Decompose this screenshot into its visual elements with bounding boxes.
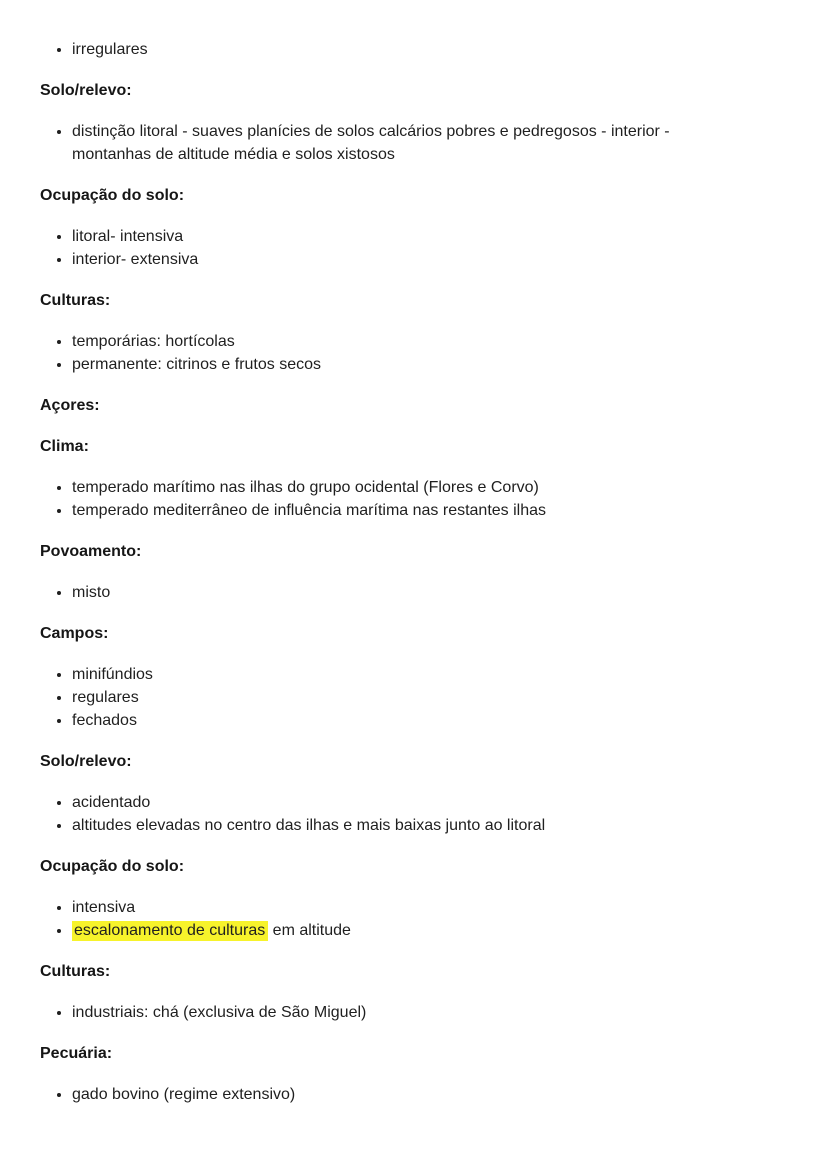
bullet-list	[40, 476, 788, 522]
bullet-list	[40, 663, 788, 732]
list-item-text: minifúndios	[72, 666, 153, 683]
section-heading: Solo/relevo:	[40, 753, 132, 770]
bullet-list	[40, 791, 788, 837]
list-item-text: temperado marítimo nas ilhas do grupo ocidental (Flores e Corvo)	[72, 479, 539, 496]
section-heading: Açores:	[40, 397, 100, 414]
list-item	[72, 686, 732, 709]
list-item	[72, 38, 732, 61]
list-item	[72, 896, 732, 919]
list-item	[72, 791, 732, 814]
section-heading: Ocupação do solo:	[40, 858, 185, 875]
list-item-text: industriais: chá (exclusiva de São Miguel)	[72, 1004, 367, 1021]
list-item-text: em altitude	[268, 922, 351, 939]
list-item-text: gado bovino (regime extensivo)	[72, 1086, 296, 1103]
section-heading: Solo/relevo:	[40, 82, 132, 99]
list-item-text: regulares	[72, 689, 139, 706]
list-item	[72, 476, 732, 499]
list-item	[72, 1083, 732, 1106]
bullet-list	[40, 225, 788, 271]
section-heading: Campos:	[40, 625, 109, 642]
list-item	[72, 353, 732, 376]
list-item-text: interior- extensiva	[72, 251, 199, 268]
list-item-text: irregulares	[72, 41, 148, 58]
section-heading: Ocupação do solo:	[40, 187, 185, 204]
list-item-text: temporárias: hortícolas	[72, 333, 235, 350]
list-item	[72, 663, 732, 686]
bullet-list	[40, 896, 788, 942]
highlighted-text: escalonamento de culturas	[72, 921, 268, 941]
list-item	[72, 225, 732, 248]
list-item-text: acidentado	[72, 794, 151, 811]
list-item	[72, 499, 732, 522]
list-item-text: fechados	[72, 712, 137, 729]
list-item-text: distinção litoral - suaves planícies de solos calcários pobres e pedregosos - interior - montanhas de altitude média e solos xistosos	[72, 123, 670, 163]
list-item-text: permanente: citrinos e frutos secos	[72, 356, 322, 373]
bullet-list	[40, 581, 788, 604]
list-item-text: misto	[72, 584, 111, 601]
list-item-text: altitudes elevadas no centro das ilhas e mais baixas junto ao litoral	[72, 817, 546, 834]
list-item	[72, 1001, 732, 1024]
list-item-text: intensiva	[72, 899, 136, 916]
bullet-list	[40, 1001, 788, 1024]
list-item	[72, 330, 732, 353]
list-item	[72, 581, 732, 604]
bullet-list	[40, 330, 788, 376]
section-heading: Culturas:	[40, 963, 111, 980]
list-item-text: litoral- intensiva	[72, 228, 184, 245]
list-item-text: temperado mediterrâneo de influência marítima nas restantes ilhas	[72, 502, 547, 519]
bullet-list	[40, 1083, 788, 1106]
document-body	[40, 38, 788, 1106]
list-item	[72, 120, 732, 166]
bullet-list	[40, 38, 788, 61]
section-heading: Pecuária:	[40, 1045, 113, 1062]
list-item	[72, 709, 732, 732]
list-item	[72, 919, 732, 942]
list-item	[72, 248, 732, 271]
section-heading: Povoamento:	[40, 543, 142, 560]
list-item	[72, 814, 732, 837]
bullet-list	[40, 120, 788, 166]
section-heading: Culturas:	[40, 292, 111, 309]
section-heading: Clima:	[40, 438, 89, 455]
